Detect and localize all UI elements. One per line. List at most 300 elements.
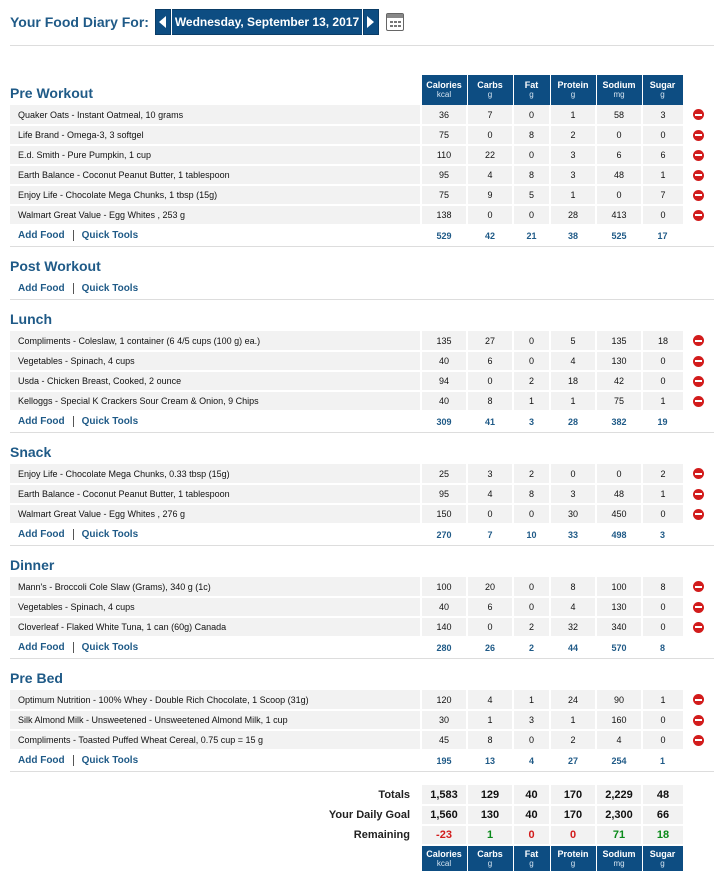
nutrient-value-calories: 40 [421, 597, 467, 617]
delete-cell [683, 730, 714, 750]
add-food-link[interactable]: Add Food [18, 642, 65, 654]
nutrient-value-sodium: 130 [596, 597, 642, 617]
empty-cell [683, 825, 714, 845]
food-name[interactable]: Usda - Chicken Breast, Cooked, 2 ounce [10, 371, 421, 391]
delete-cell [683, 205, 714, 225]
meal-header-row [10, 299, 714, 331]
nutrient-value-sugar: 0 [642, 504, 683, 524]
column-header-carbs [467, 845, 513, 871]
meal-total-calories: 529 [421, 225, 467, 246]
empty-cell [513, 246, 550, 278]
food-row[interactable] [10, 730, 714, 750]
delete-icon[interactable] [693, 170, 704, 181]
nutrient-value-calories: 135 [421, 331, 467, 351]
nutrient-value-sugar: 0 [642, 125, 683, 145]
delete-cell [683, 165, 714, 185]
nutrient-value-calories: 140 [421, 617, 467, 637]
food-name[interactable]: Optimum Nutrition - 100% Whey - Double Rich Chocolate, 1 Scoop (31g) [10, 690, 421, 710]
meal-total-row [10, 278, 714, 299]
meal-total-calories: 309 [421, 411, 467, 432]
food-name[interactable]: Life Brand - Omega-3, 3 softgel [10, 125, 421, 145]
meal-total-sugar [642, 278, 683, 299]
nutrient-value-sugar: 1 [642, 690, 683, 710]
totals-row-carbs: 129 [467, 785, 513, 805]
food-row[interactable] [10, 710, 714, 730]
column-name: Sodium [602, 80, 636, 90]
quick-tools-link[interactable]: Quick Tools [81, 755, 139, 767]
meal-total-carbs: 42 [467, 225, 513, 246]
nutrient-value-sugar: 0 [642, 351, 683, 371]
empty-cell [10, 845, 421, 871]
delete-icon[interactable] [693, 602, 704, 613]
nutrient-value-sugar: 2 [642, 464, 683, 484]
food-row[interactable] [10, 351, 714, 371]
delete-cell [683, 105, 714, 125]
nutrient-value-sugar: 7 [642, 185, 683, 205]
nutrient-value-sugar: 0 [642, 597, 683, 617]
delete-icon[interactable] [693, 694, 704, 705]
food-row[interactable] [10, 185, 714, 205]
nutrient-value-sodium: 0 [596, 464, 642, 484]
empty-cell [683, 432, 714, 464]
quick-tools-link[interactable]: Quick Tools [81, 529, 139, 541]
add-food-link[interactable]: Add Food [18, 529, 65, 541]
spacer [10, 771, 714, 785]
delete-cell [683, 371, 714, 391]
empty-cell [550, 432, 596, 464]
delete-cell [683, 351, 714, 371]
food-row[interactable] [10, 597, 714, 617]
nutrient-value-calories: 138 [421, 205, 467, 225]
add-food-link[interactable]: Add Food [18, 282, 65, 294]
daily-goal-row-carbs: 130 [467, 805, 513, 825]
empty-cell [683, 785, 714, 805]
column-name: Fat [524, 848, 539, 859]
nutrient-value-carbs: 0 [467, 125, 513, 145]
meal-total-row [10, 225, 714, 246]
nutrient-value-calories: 30 [421, 710, 467, 730]
column-name: Fat [524, 80, 539, 90]
column-unit: g [529, 90, 534, 99]
delete-icon[interactable] [693, 581, 704, 592]
delete-icon[interactable] [693, 489, 704, 500]
empty-cell [550, 658, 596, 690]
empty-cell [596, 432, 642, 464]
food-name[interactable]: Mann's - Broccoli Cole Slaw (Grams), 340 g (1c) [10, 577, 421, 597]
delete-icon[interactable] [693, 356, 704, 367]
nutrient-value-sodium: 135 [596, 331, 642, 351]
meal-header-row [10, 658, 714, 690]
food-row[interactable] [10, 690, 714, 710]
nutrient-value-sugar: 0 [642, 730, 683, 750]
food-name[interactable]: Earth Balance - Coconut Peanut Butter, 1 tablespoon [10, 165, 421, 185]
quick-tools-link[interactable]: Quick Tools [81, 282, 139, 294]
nutrient-value-carbs: 4 [467, 690, 513, 710]
remaining-row-protein: 0 [550, 825, 596, 845]
delete-icon[interactable] [693, 130, 704, 141]
food-row[interactable] [10, 331, 714, 351]
remaining-row-fat: 0 [513, 825, 550, 845]
nutrient-value-fat: 8 [513, 165, 550, 185]
nutrient-value-sugar: 18 [642, 331, 683, 351]
nutrient-value-fat: 5 [513, 185, 550, 205]
nutrient-value-sugar: 0 [642, 710, 683, 730]
nutrient-value-sugar: 8 [642, 577, 683, 597]
meal-total-calories [421, 278, 467, 299]
nutrient-value-sugar: 1 [642, 391, 683, 411]
food-row[interactable] [10, 504, 714, 524]
diary-label: Your Food Diary For: [10, 14, 149, 30]
food-name[interactable]: Vegetables - Spinach, 4 cups [10, 351, 421, 371]
food-name[interactable]: Walmart Great Value - Egg Whites , 276 g [10, 504, 421, 524]
daily-goal-row-calories: 1,560 [421, 805, 467, 825]
empty-cell [513, 545, 550, 577]
nutrient-value-sodium: 4 [596, 730, 642, 750]
nutrient-value-sodium: 340 [596, 617, 642, 637]
nutrient-value-calories: 95 [421, 165, 467, 185]
nutrient-value-sodium: 0 [596, 185, 642, 205]
meal-total-fat: 4 [513, 750, 550, 771]
column-header-calories [421, 75, 467, 105]
meal-total-protein [550, 278, 596, 299]
food-row[interactable] [10, 165, 714, 185]
totals-row-sugar: 48 [642, 785, 683, 805]
nutrient-value-protein: 4 [550, 351, 596, 371]
delete-icon[interactable] [693, 468, 704, 479]
meal-total-protein: 33 [550, 524, 596, 545]
column-unit: kcal [436, 858, 452, 868]
delete-icon[interactable] [693, 376, 704, 387]
food-diary-table [10, 75, 714, 871]
delete-icon[interactable] [693, 210, 704, 221]
food-name[interactable]: Compliments - Coleslaw, 1 container (6 4/5 cups (100 g) ea.) [10, 331, 421, 351]
nutrient-value-carbs: 0 [467, 371, 513, 391]
meal-total-sodium: 570 [596, 637, 642, 658]
food-name[interactable]: Walmart Great Value - Egg Whites , 253 g [10, 205, 421, 225]
empty-cell [683, 658, 714, 690]
calendar-icon[interactable] [386, 13, 404, 31]
nutrient-value-sodium: 0 [596, 125, 642, 145]
empty-cell [642, 246, 683, 278]
meal-total-sugar: 17 [642, 225, 683, 246]
meal-total-carbs: 41 [467, 411, 513, 432]
daily-goal-row-sugar: 66 [642, 805, 683, 825]
meal-total-row [10, 637, 714, 658]
food-name[interactable]: Vegetables - Spinach, 4 cups [10, 597, 421, 617]
remaining-row-sodium: 71 [596, 825, 642, 845]
empty-cell [550, 545, 596, 577]
meal-total-fat [513, 278, 550, 299]
nutrient-value-fat: 2 [513, 617, 550, 637]
empty-cell [683, 637, 714, 658]
food-name[interactable]: Earth Balance - Coconut Peanut Butter, 1 tablespoon [10, 484, 421, 504]
nutrient-value-carbs: 27 [467, 331, 513, 351]
empty-cell [513, 299, 550, 331]
column-header-protein [550, 845, 596, 871]
nutrient-value-sugar: 1 [642, 165, 683, 185]
nutrient-value-fat: 0 [513, 351, 550, 371]
meal-actions [10, 637, 421, 658]
nutrient-value-calories: 150 [421, 504, 467, 524]
daily-goal-row-sodium: 2,300 [596, 805, 642, 825]
nutrient-value-sugar: 0 [642, 371, 683, 391]
add-food-link[interactable]: Add Food [18, 416, 65, 428]
nutrient-value-fat: 2 [513, 371, 550, 391]
nutrient-value-protein: 2 [550, 125, 596, 145]
empty-cell [683, 225, 714, 246]
meal-total-sodium [596, 278, 642, 299]
column-header-sodium [596, 845, 642, 871]
link-separator [73, 755, 74, 766]
meal-total-sugar: 8 [642, 637, 683, 658]
column-header-fat [513, 845, 550, 871]
nutrient-value-calories: 120 [421, 690, 467, 710]
meal-header-row [10, 75, 714, 105]
food-row[interactable] [10, 145, 714, 165]
meal-header-row [10, 545, 714, 577]
food-row[interactable] [10, 105, 714, 125]
remaining-row-label: Remaining [353, 829, 410, 841]
food-row[interactable] [10, 205, 714, 225]
nutrient-value-carbs: 0 [467, 617, 513, 637]
remaining-row [10, 825, 714, 845]
totals-row-calories: 1,583 [421, 785, 467, 805]
nutrient-value-sodium: 450 [596, 504, 642, 524]
nutrient-value-carbs: 1 [467, 710, 513, 730]
meal-total-sodium: 498 [596, 524, 642, 545]
nutrient-value-calories: 45 [421, 730, 467, 750]
column-header-calories [421, 845, 467, 871]
delete-icon[interactable] [693, 109, 704, 120]
column-unit: g [660, 858, 665, 868]
nutrient-value-fat: 0 [513, 504, 550, 524]
nutrient-value-sugar: 3 [642, 105, 683, 125]
delete-cell [683, 690, 714, 710]
empty-cell [683, 524, 714, 545]
nutrient-value-carbs: 9 [467, 185, 513, 205]
nutrient-value-sodium: 6 [596, 145, 642, 165]
food-row[interactable] [10, 464, 714, 484]
meal-total-row [10, 750, 714, 771]
nutrient-value-calories: 95 [421, 484, 467, 504]
empty-cell [683, 278, 714, 299]
delete-cell [683, 391, 714, 411]
empty-cell [421, 658, 467, 690]
nutrient-value-carbs: 4 [467, 484, 513, 504]
column-name: Carbs [477, 80, 503, 90]
delete-icon[interactable] [693, 622, 704, 633]
nutrient-value-fat: 0 [513, 205, 550, 225]
delete-cell [683, 617, 714, 637]
nutrient-value-protein: 32 [550, 617, 596, 637]
nutrient-value-protein: 18 [550, 371, 596, 391]
meal-actions [10, 278, 421, 299]
meal-actions [10, 225, 421, 246]
column-header-fat [513, 75, 550, 105]
empty-cell [467, 658, 513, 690]
meal-total-calories: 280 [421, 637, 467, 658]
nutrient-value-carbs: 6 [467, 351, 513, 371]
food-name[interactable]: Enjoy Life - Chocolate Mega Chunks, 0.33 tbsp (15g) [10, 464, 421, 484]
empty-cell [683, 750, 714, 771]
meal-total-row [10, 524, 714, 545]
quick-tools-link[interactable]: Quick Tools [81, 642, 139, 654]
quick-tools-link[interactable]: Quick Tools [81, 230, 139, 242]
chevron-left-icon [159, 16, 166, 28]
nutrient-value-protein: 1 [550, 391, 596, 411]
nutrient-value-sugar: 1 [642, 484, 683, 504]
nutrient-value-protein: 28 [550, 205, 596, 225]
nutrient-value-calories: 40 [421, 391, 467, 411]
meal-total-protein: 27 [550, 750, 596, 771]
nutrient-value-carbs: 3 [467, 464, 513, 484]
empty-cell [596, 545, 642, 577]
add-food-link[interactable]: Add Food [18, 230, 65, 242]
empty-cell [596, 658, 642, 690]
food-name[interactable]: E.d. Smith - Pure Pumpkin, 1 cup [10, 145, 421, 165]
delete-icon[interactable] [693, 335, 704, 346]
column-name: Protein [557, 80, 589, 90]
delete-icon[interactable] [693, 190, 704, 201]
nutrient-value-calories: 100 [421, 577, 467, 597]
nutrient-value-calories: 110 [421, 145, 467, 165]
diary-header [10, 9, 404, 35]
column-header-protein [550, 75, 596, 105]
meal-total-row [10, 411, 714, 432]
food-name[interactable]: Enjoy Life - Chocolate Mega Chunks, 1 tbsp (15g) [10, 185, 421, 205]
nutrient-value-calories: 94 [421, 371, 467, 391]
nutrient-value-protein: 5 [550, 331, 596, 351]
food-row[interactable] [10, 391, 714, 411]
nutrient-value-carbs: 0 [467, 504, 513, 524]
delete-icon[interactable] [693, 150, 704, 161]
daily-goal-row-fat: 40 [513, 805, 550, 825]
nutrient-value-fat: 1 [513, 391, 550, 411]
nutrient-value-carbs: 8 [467, 730, 513, 750]
food-row[interactable] [10, 484, 714, 504]
column-name: Sodium [602, 848, 636, 859]
meal-actions [10, 750, 421, 771]
empty-cell [467, 299, 513, 331]
delete-cell [683, 145, 714, 165]
link-separator [73, 529, 74, 540]
empty-cell [467, 432, 513, 464]
nutrient-value-sodium: 130 [596, 351, 642, 371]
food-name[interactable]: Silk Almond Milk - Unsweetened - Unsweetened Almond Milk, 1 cup [10, 710, 421, 730]
quick-tools-link[interactable]: Quick Tools [81, 416, 139, 428]
column-unit: g [487, 90, 493, 99]
empty-cell [596, 299, 642, 331]
column-header-sodium [596, 75, 642, 105]
empty-cell [642, 299, 683, 331]
nutrient-value-calories: 75 [421, 185, 467, 205]
food-row[interactable] [10, 617, 714, 637]
food-name[interactable]: Kelloggs - Special K Crackers Sour Cream & Onion, 9 Chips [10, 391, 421, 411]
meal-total-protein: 28 [550, 411, 596, 432]
nutrient-value-protein: 2 [550, 730, 596, 750]
delete-icon[interactable] [693, 396, 704, 407]
column-header-sugar [642, 75, 683, 105]
meal-actions [10, 524, 421, 545]
meal-total-fat: 10 [513, 524, 550, 545]
column-name: Calories [426, 848, 462, 859]
column-header-sugar [642, 845, 683, 871]
food-row[interactable] [10, 577, 714, 597]
nutrient-value-protein: 3 [550, 484, 596, 504]
header-divider [10, 45, 714, 46]
nutrient-value-protein: 1 [550, 710, 596, 730]
spacer-row [10, 771, 714, 785]
delete-cell [683, 185, 714, 205]
nutrient-value-protein: 24 [550, 690, 596, 710]
empty-cell [596, 246, 642, 278]
meal-total-carbs [467, 278, 513, 299]
meal-header-row [10, 246, 714, 278]
delete-icon[interactable] [693, 509, 704, 520]
next-day-button[interactable] [363, 9, 379, 35]
delete-cell [683, 710, 714, 730]
nutrient-value-sodium: 160 [596, 710, 642, 730]
food-name[interactable]: Quaker Oats - Instant Oatmeal, 10 grams [10, 105, 421, 125]
empty-cell [467, 545, 513, 577]
daily-goal-row-protein: 170 [550, 805, 596, 825]
empty-cell [513, 658, 550, 690]
link-separator [73, 283, 74, 294]
empty-cell [421, 545, 467, 577]
column-name: Sugar [649, 80, 676, 90]
nutrient-value-fat: 0 [513, 105, 550, 125]
food-row[interactable] [10, 371, 714, 391]
meal-total-sodium: 525 [596, 225, 642, 246]
meal-title: Dinner [10, 557, 55, 573]
empty-cell [683, 411, 714, 432]
delete-cell [683, 484, 714, 504]
remaining-row-calories: -23 [421, 825, 467, 845]
meal-total-protein: 38 [550, 225, 596, 246]
column-unit: g [570, 858, 576, 868]
nutrient-value-fat: 1 [513, 690, 550, 710]
prev-day-button[interactable] [155, 9, 171, 35]
nutrient-value-fat: 0 [513, 730, 550, 750]
food-row[interactable] [10, 125, 714, 145]
meal-title: Snack [10, 444, 52, 460]
meal-total-carbs: 13 [467, 750, 513, 771]
empty-cell [683, 299, 714, 331]
nutrient-value-calories: 75 [421, 125, 467, 145]
nutrient-value-fat: 0 [513, 597, 550, 617]
empty-cell [550, 246, 596, 278]
food-name[interactable]: Cloverleaf - Flaked White Tuna, 1 can (60g) Canada [10, 617, 421, 637]
link-separator [73, 230, 74, 241]
delete-icon[interactable] [693, 715, 704, 726]
food-name[interactable]: Compliments - Toasted Puffed Wheat Cereal, 0.75 cup = 15 g [10, 730, 421, 750]
nutrient-value-protein: 4 [550, 597, 596, 617]
totals-row-fat: 40 [513, 785, 550, 805]
add-food-link[interactable]: Add Food [18, 755, 65, 767]
nutrient-value-protein: 1 [550, 185, 596, 205]
meal-total-fat: 3 [513, 411, 550, 432]
delete-cell [683, 597, 714, 617]
nutrient-value-protein: 3 [550, 165, 596, 185]
nutrient-value-fat: 8 [513, 484, 550, 504]
nutrient-value-sodium: 48 [596, 484, 642, 504]
delete-icon[interactable] [693, 735, 704, 746]
empty-cell [683, 246, 714, 278]
nutrient-value-sodium: 48 [596, 165, 642, 185]
nutrient-value-sodium: 42 [596, 371, 642, 391]
meal-total-sodium: 382 [596, 411, 642, 432]
nutrient-value-carbs: 0 [467, 205, 513, 225]
